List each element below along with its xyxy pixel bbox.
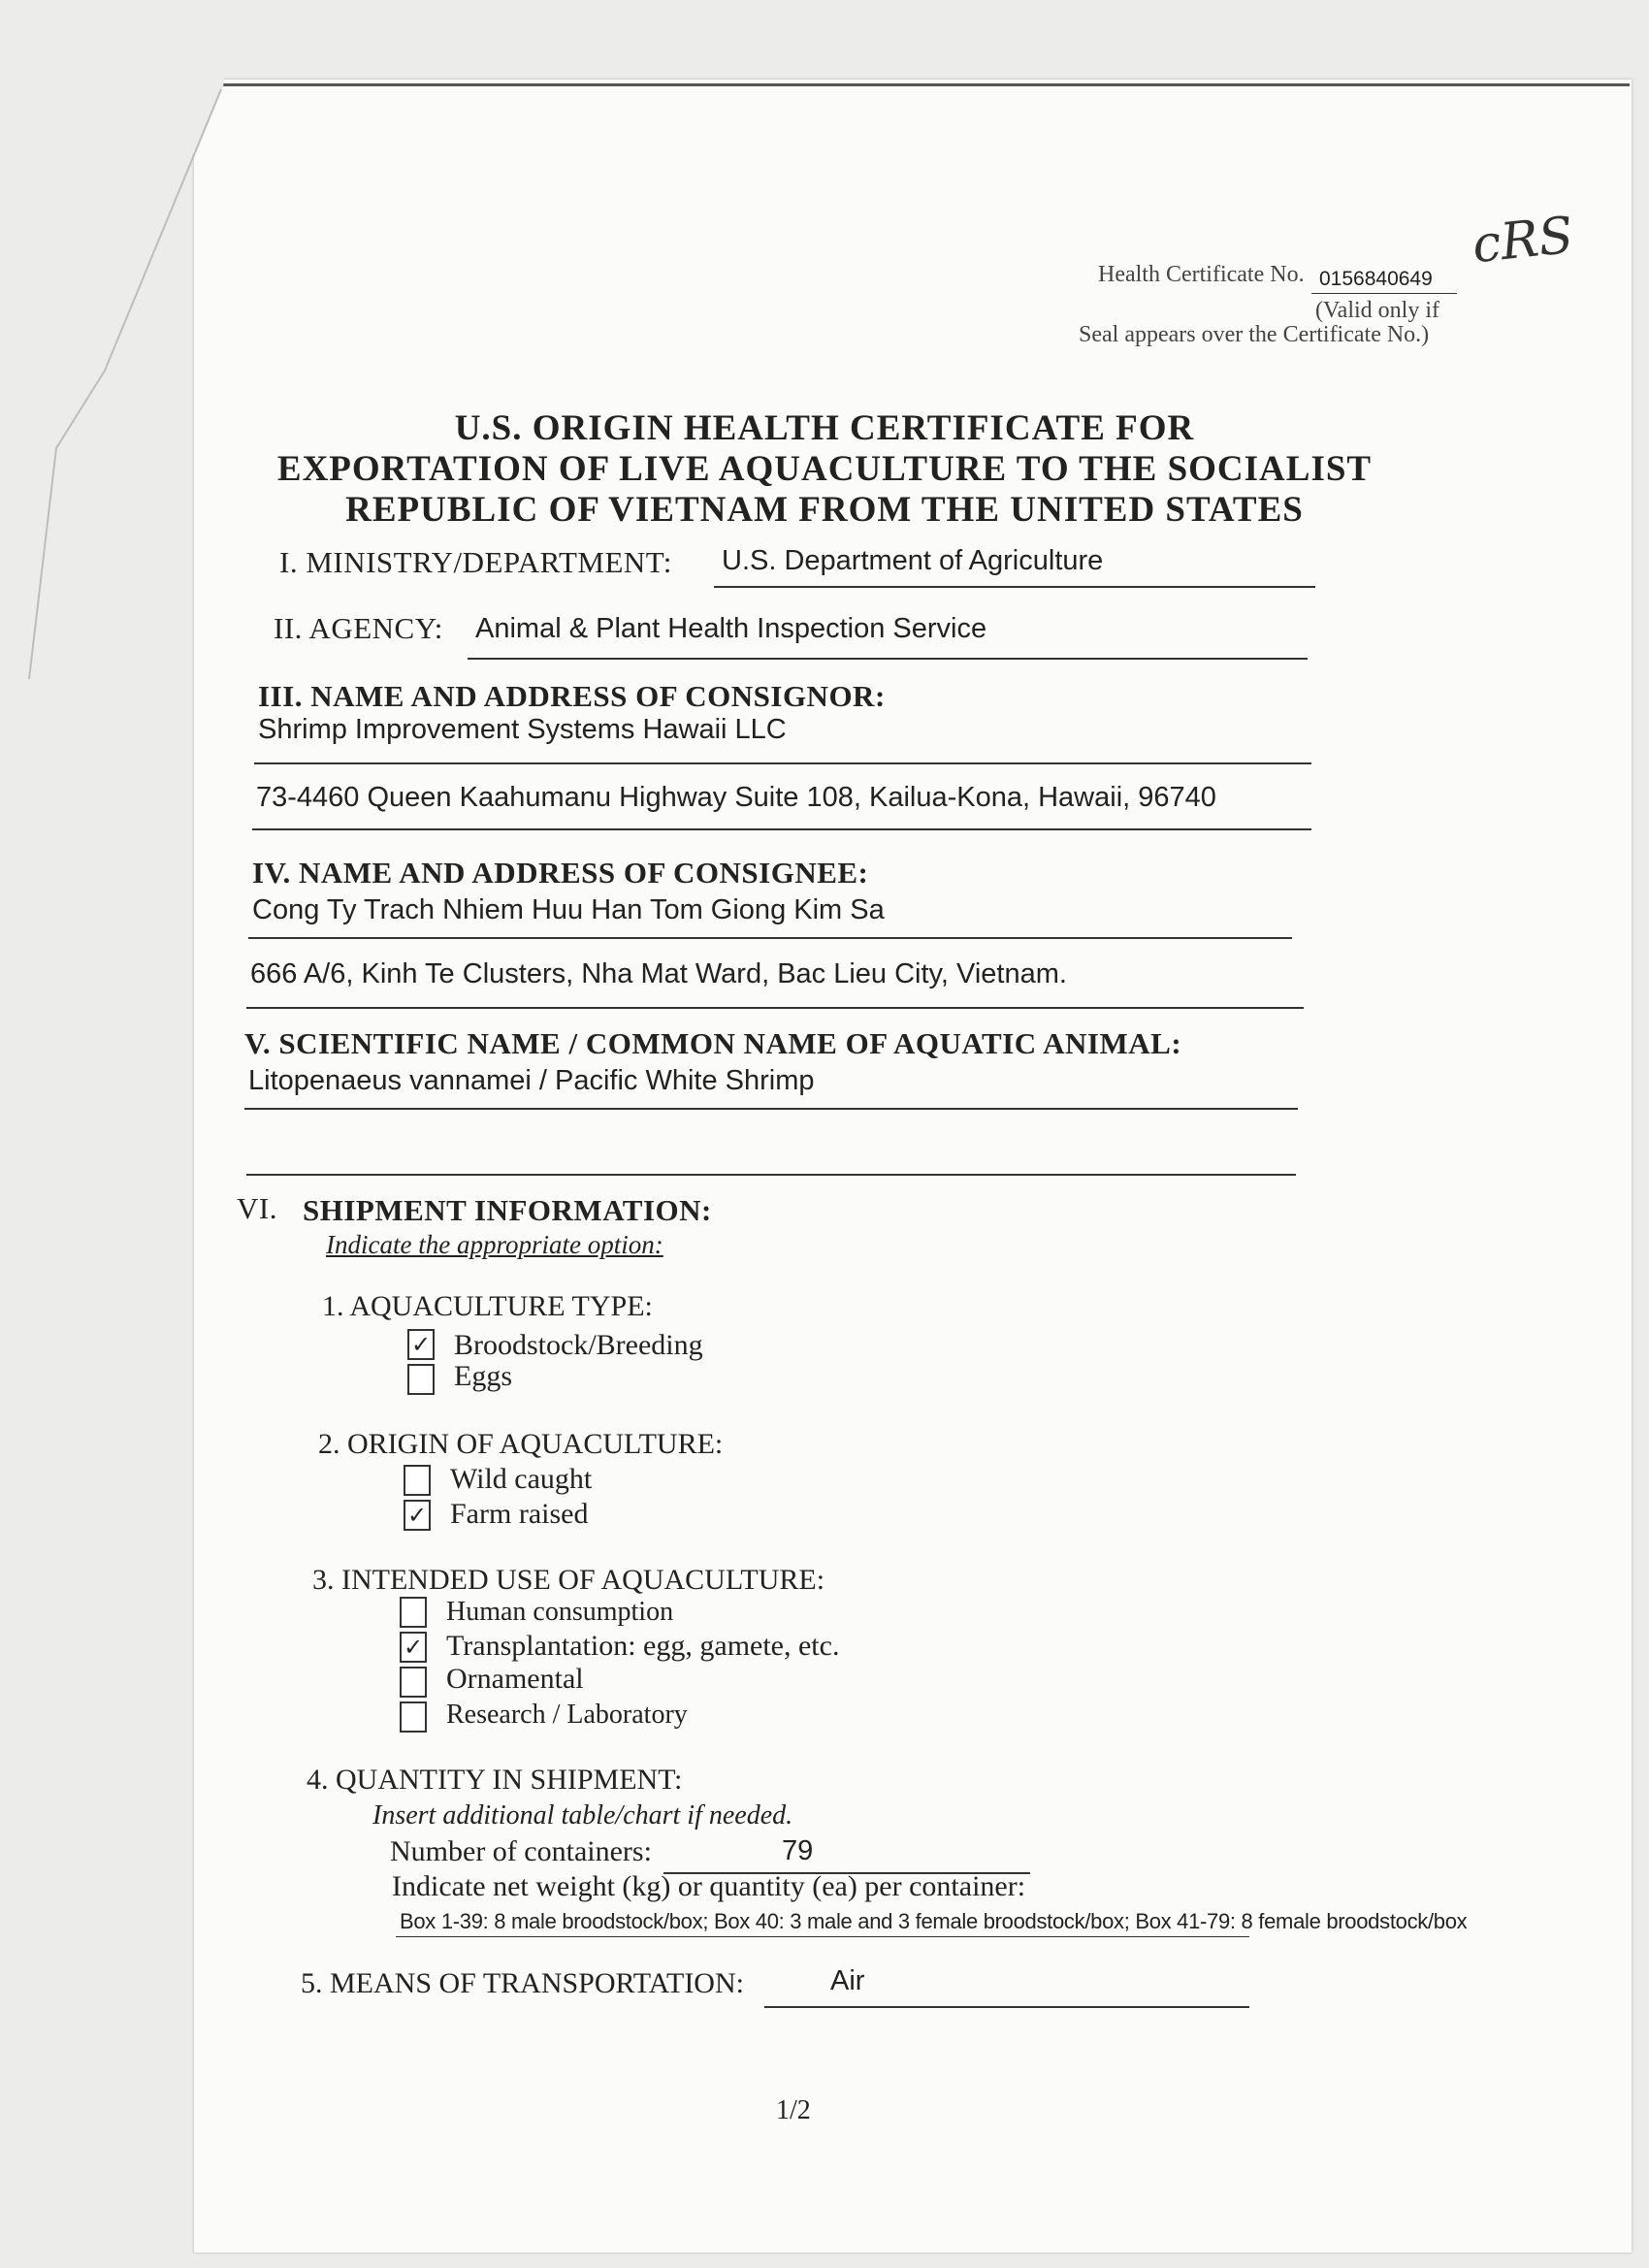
- consignee-address-line: [246, 1007, 1304, 1009]
- certificate-number-line: [1311, 293, 1457, 294]
- document-title-line2: EXPORTATION OF LIVE AQUACULTURE TO THE SOCIALIST: [276, 449, 1373, 489]
- containers-value: 79: [782, 1835, 814, 1866]
- page-top-edge: [223, 83, 1630, 86]
- option-transplantation: Transplantation: egg, gamete, etc.: [446, 1630, 840, 1662]
- consignee-name-line: [248, 937, 1292, 939]
- consignor-address: 73-4460 Queen Kaahumanu Highway Suite 108, Kailua-Kona, Hawaii, 96740: [256, 782, 1216, 813]
- species-value: Litopenaeus vannamei / Pacific White Shrimp: [248, 1065, 815, 1096]
- intended-use-label: 3. INTENDED USE OF AQUACULTURE:: [312, 1564, 825, 1596]
- agency-label: II. AGENCY:: [274, 611, 443, 645]
- quantity-label: 4. QUANTITY IN SHIPMENT:: [307, 1764, 683, 1796]
- valid-note-line2: Seal appears over the Certificate No.): [1079, 322, 1430, 347]
- containers-label: Number of containers:: [390, 1835, 652, 1867]
- checkbox-farm-raised[interactable]: [404, 1500, 431, 1531]
- checkbox-research[interactable]: [400, 1701, 427, 1733]
- weight-value: Box 1-39: 8 male broodstock/box; Box 40: 3 male and 3 female broodstock/box; Box 41-79: 8 female broodstock/box: [400, 1909, 1468, 1933]
- aquaculture-type-label: 1. AQUACULTURE TYPE:: [322, 1290, 653, 1322]
- option-ornamental: Ornamental: [446, 1663, 584, 1695]
- ministry-label: I. MINISTRY/DEPARTMENT:: [279, 545, 672, 579]
- transport-line: [764, 2006, 1249, 2008]
- consignor-address-line: [252, 828, 1311, 830]
- checkbox-eggs[interactable]: [407, 1364, 435, 1395]
- checkbox-ornamental[interactable]: [400, 1667, 427, 1698]
- weight-line: [396, 1936, 1249, 1937]
- check-mark: ✓: [403, 1635, 424, 1661]
- weight-label: Indicate net weight (kg) or quantity (ea) per container:: [392, 1870, 1026, 1902]
- species-line-extra: [246, 1174, 1296, 1176]
- option-farm-raised: Farm raised: [450, 1498, 589, 1530]
- consignee-label: IV. NAME AND ADDRESS OF CONSIGNEE:: [252, 856, 869, 890]
- consignee-name: Cong Ty Trach Nhiem Huu Han Tom Giong Kim Sa: [252, 894, 885, 925]
- check-mark: ✓: [406, 1503, 428, 1529]
- agency-value: Animal & Plant Health Inspection Service: [475, 613, 987, 644]
- page-number: 1/2: [776, 2095, 811, 2125]
- certificate-number-value: 0156840649: [1319, 268, 1433, 290]
- species-line: [244, 1108, 1298, 1110]
- option-wild-caught: Wild caught: [450, 1463, 593, 1495]
- document-title-line1: U.S. ORIGIN HEALTH CERTIFICATE FOR: [454, 408, 1195, 448]
- checkbox-broodstock[interactable]: [407, 1329, 435, 1360]
- document-title-line3: REPUBLIC OF VIETNAM FROM THE UNITED STATES: [345, 490, 1304, 530]
- option-eggs: Eggs: [454, 1360, 512, 1392]
- shipment-instruction: Indicate the appropriate option:: [326, 1230, 663, 1259]
- checkbox-transplantation[interactable]: [400, 1632, 427, 1663]
- shipment-heading: SHIPMENT INFORMATION:: [303, 1193, 712, 1227]
- ministry-line: [714, 586, 1315, 588]
- origin-label: 2. ORIGIN OF AQUACULTURE:: [318, 1428, 724, 1460]
- handwritten-initials: cRS: [1470, 206, 1576, 275]
- quantity-note: Insert additional table/chart if needed.: [372, 1800, 793, 1831]
- shipment-heading-number: VI.: [237, 1191, 277, 1225]
- option-broodstock: Broodstock/Breeding: [454, 1329, 703, 1361]
- valid-note-line1: (Valid only if: [1315, 298, 1439, 323]
- ministry-value: U.S. Department of Agriculture: [722, 545, 1104, 576]
- option-human-consumption: Human consumption: [446, 1597, 674, 1627]
- check-mark: ✓: [410, 1332, 432, 1358]
- transport-value: Air: [830, 1965, 865, 1996]
- checkbox-human-consumption[interactable]: [400, 1597, 427, 1628]
- option-research: Research / Laboratory: [446, 1700, 688, 1730]
- consignor-label: III. NAME AND ADDRESS OF CONSIGNOR:: [258, 679, 886, 713]
- checkbox-wild-caught[interactable]: [404, 1465, 431, 1496]
- species-label: V. SCIENTIFIC NAME / COMMON NAME OF AQUATIC ANIMAL:: [244, 1026, 1182, 1060]
- consignee-address: 666 A/6, Kinh Te Clusters, Nha Mat Ward, Bac Lieu City, Vietnam.: [250, 958, 1067, 989]
- consignor-name-line: [254, 762, 1311, 764]
- consignor-name: Shrimp Improvement Systems Hawaii LLC: [258, 714, 787, 745]
- agency-line: [468, 658, 1308, 660]
- folded-corner: [0, 0, 233, 1261]
- certificate-number-label: Health Certificate No.: [1098, 262, 1305, 287]
- transport-label: 5. MEANS OF TRANSPORTATION:: [301, 1967, 744, 1999]
